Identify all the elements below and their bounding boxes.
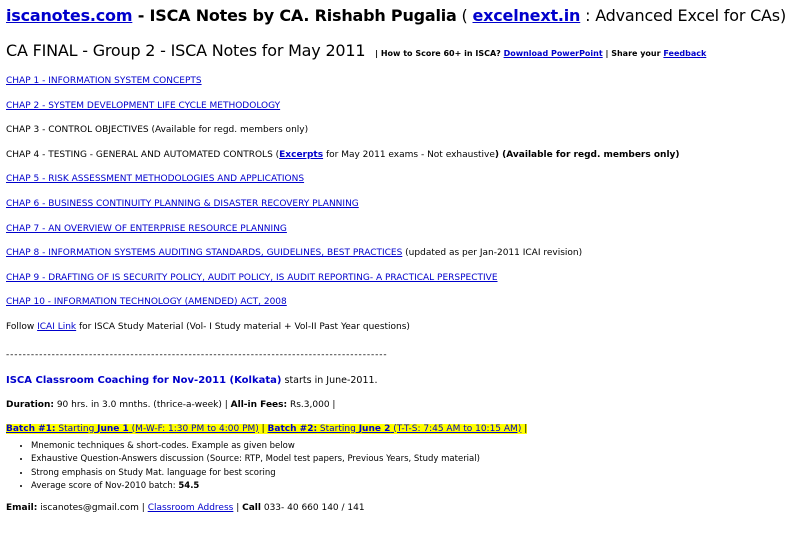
classroom-address-link[interactable]: Classroom Address: [147, 502, 234, 513]
chapter-4-text: CHAP 4 - TESTING - GENERAL AND AUTOMATED CONTROLS (: [6, 149, 280, 160]
chapter-8-note: (updated as per Jan-2011 ICAI revision): [402, 248, 583, 259]
header-title: ISCA Notes by CA. Rishabh Pugalia: [149, 6, 457, 25]
list-item: [31, 480, 727, 494]
batch-1-time: (M-W-F: 1:30 PM to 4:00 PM): [128, 423, 259, 434]
site-header: [6, 6, 786, 25]
chapter-8-link[interactable]: CHAP 8 - INFORMATION SYSTEMS AUDITING STANDARDS, GUIDELINES, BEST PRACTICES: [6, 248, 403, 259]
coaching-heading: [6, 375, 727, 386]
email-value: iscanotes@gmail.com |: [37, 502, 148, 513]
icai-link[interactable]: ICAI Link: [37, 321, 77, 332]
chapter-5-link[interactable]: CHAP 5 - RISK ASSESSMENT METHODOLOGIES AND APPLICATIONS: [6, 174, 305, 185]
fees-label: All-in Fees:: [230, 399, 288, 410]
follow-post: for ISCA Study Material (Vol- I Study material + Vol-II Past Year questions): [76, 321, 410, 332]
score-text: | How to Score 60+ in ISCA?: [375, 49, 501, 58]
batch-end: |: [521, 423, 528, 434]
batch-1-label: Batch #1:: [6, 423, 56, 434]
feedback-link[interactable]: Feedback: [663, 49, 707, 58]
chapter-7-link[interactable]: CHAP 7 - AN OVERVIEW OF ENTERPRISE RESOURCE PLANNING: [6, 223, 287, 234]
chapter-4-mid: for May 2011 exams - Not exhaustive: [323, 149, 495, 160]
batch-sep: |: [258, 423, 268, 434]
batch-2-link[interactable]: [268, 424, 522, 434]
chapter-list: [6, 77, 727, 348]
duration-label: Duration:: [6, 399, 54, 410]
chapter-10-link[interactable]: CHAP 10 - INFORMATION TECHNOLOGY (AMENDED) ACT, 2008: [6, 297, 287, 308]
batch-2-date: June 2: [358, 423, 391, 434]
batch-2-time: (T-T-S: 7:45 AM to 10:15 AM): [390, 423, 522, 434]
chapter-2-link[interactable]: CHAP 2 - SYSTEM DEVELOPMENT LIFE CYCLE METHODOLOGY: [6, 100, 281, 111]
follow-pre: Follow: [6, 321, 38, 332]
subtitle-text: CA FINAL - Group 2 - ISCA Notes for May 2011: [6, 41, 366, 60]
excelnext-link[interactable]: excelnext.in: [472, 6, 581, 25]
duration-value: 90 hrs. in 3.0 mnths. (thrice-a-week) |: [53, 399, 231, 410]
fees-value: Rs.3,000 |: [287, 399, 336, 410]
chapter-3-text: CHAP 3 - CONTROL OBJECTIVES (Available for regd. members only): [6, 125, 309, 136]
divider: --------------------------------------------------------------------------------------------: [6, 349, 388, 360]
page: [0, 6, 786, 513]
coaching-tail: starts in June-2011.: [281, 374, 378, 386]
batch-2-label: Batch #2:: [267, 423, 318, 434]
batch-line: [6, 424, 727, 434]
avg-score-text: Average score of Nov-2010 batch:: [31, 481, 179, 492]
phone-value: 033- 40 660 140 / 141: [260, 502, 365, 513]
list-item: • Strong emphasis on Study Mat. language for best scoring: [31, 467, 727, 481]
chapter-9-link[interactable]: CHAP 9 - DRAFTING OF IS SECURITY POLICY, AUDIT POLICY, IS AUDIT REPORTING- A PRACTICAL PERSPECTIVE: [6, 272, 498, 283]
batch-2-pre: Starting: [317, 423, 359, 434]
batch-1-date: June 1: [97, 423, 129, 434]
batch-1-link[interactable]: [6, 424, 259, 434]
download-powerpoint-link[interactable]: Download PowerPoint: [503, 49, 603, 58]
header-sep: -: [132, 6, 150, 25]
share-text: | Share your: [605, 49, 661, 58]
batch-highlight: [6, 424, 527, 434]
chapter-4-post: ) (Available for regd. members only): [494, 149, 680, 160]
email-label: Email:: [6, 502, 38, 513]
batch-1-pre: Starting: [55, 423, 98, 434]
chapter-6-link[interactable]: CHAP 6 - BUSINESS CONTINUITY PLANNING & DISASTER RECOVERY PLANNING: [6, 198, 359, 209]
site-link[interactable]: iscanotes.com: [6, 6, 133, 25]
coaching-title: ISCA Classroom Coaching for Nov-2011 (Kolkata): [6, 374, 282, 386]
excerpts-link[interactable]: Excerpts: [279, 149, 324, 160]
list-item: • Mnemonic techniques & short-codes. Example as given below: [31, 440, 727, 454]
avg-score-value: 54.5: [178, 481, 200, 492]
duration-line: [6, 400, 727, 410]
page-subtitle: [6, 41, 727, 60]
feature-list: [6, 440, 727, 494]
call-label: Call: [242, 502, 261, 513]
list-item: • Exhaustive Question-Answers discussion (Source: RTP, Model test papers, Previous Years, Study material): [31, 453, 727, 467]
header-tail: : Advanced Excel for CAs): [580, 6, 786, 25]
header-paren: (: [456, 6, 473, 25]
contact-sep: |: [233, 502, 243, 513]
chapter-1-link[interactable]: CHAP 1 - INFORMATION SYSTEM CONCEPTS: [6, 76, 202, 86]
contact-line: [6, 503, 727, 513]
